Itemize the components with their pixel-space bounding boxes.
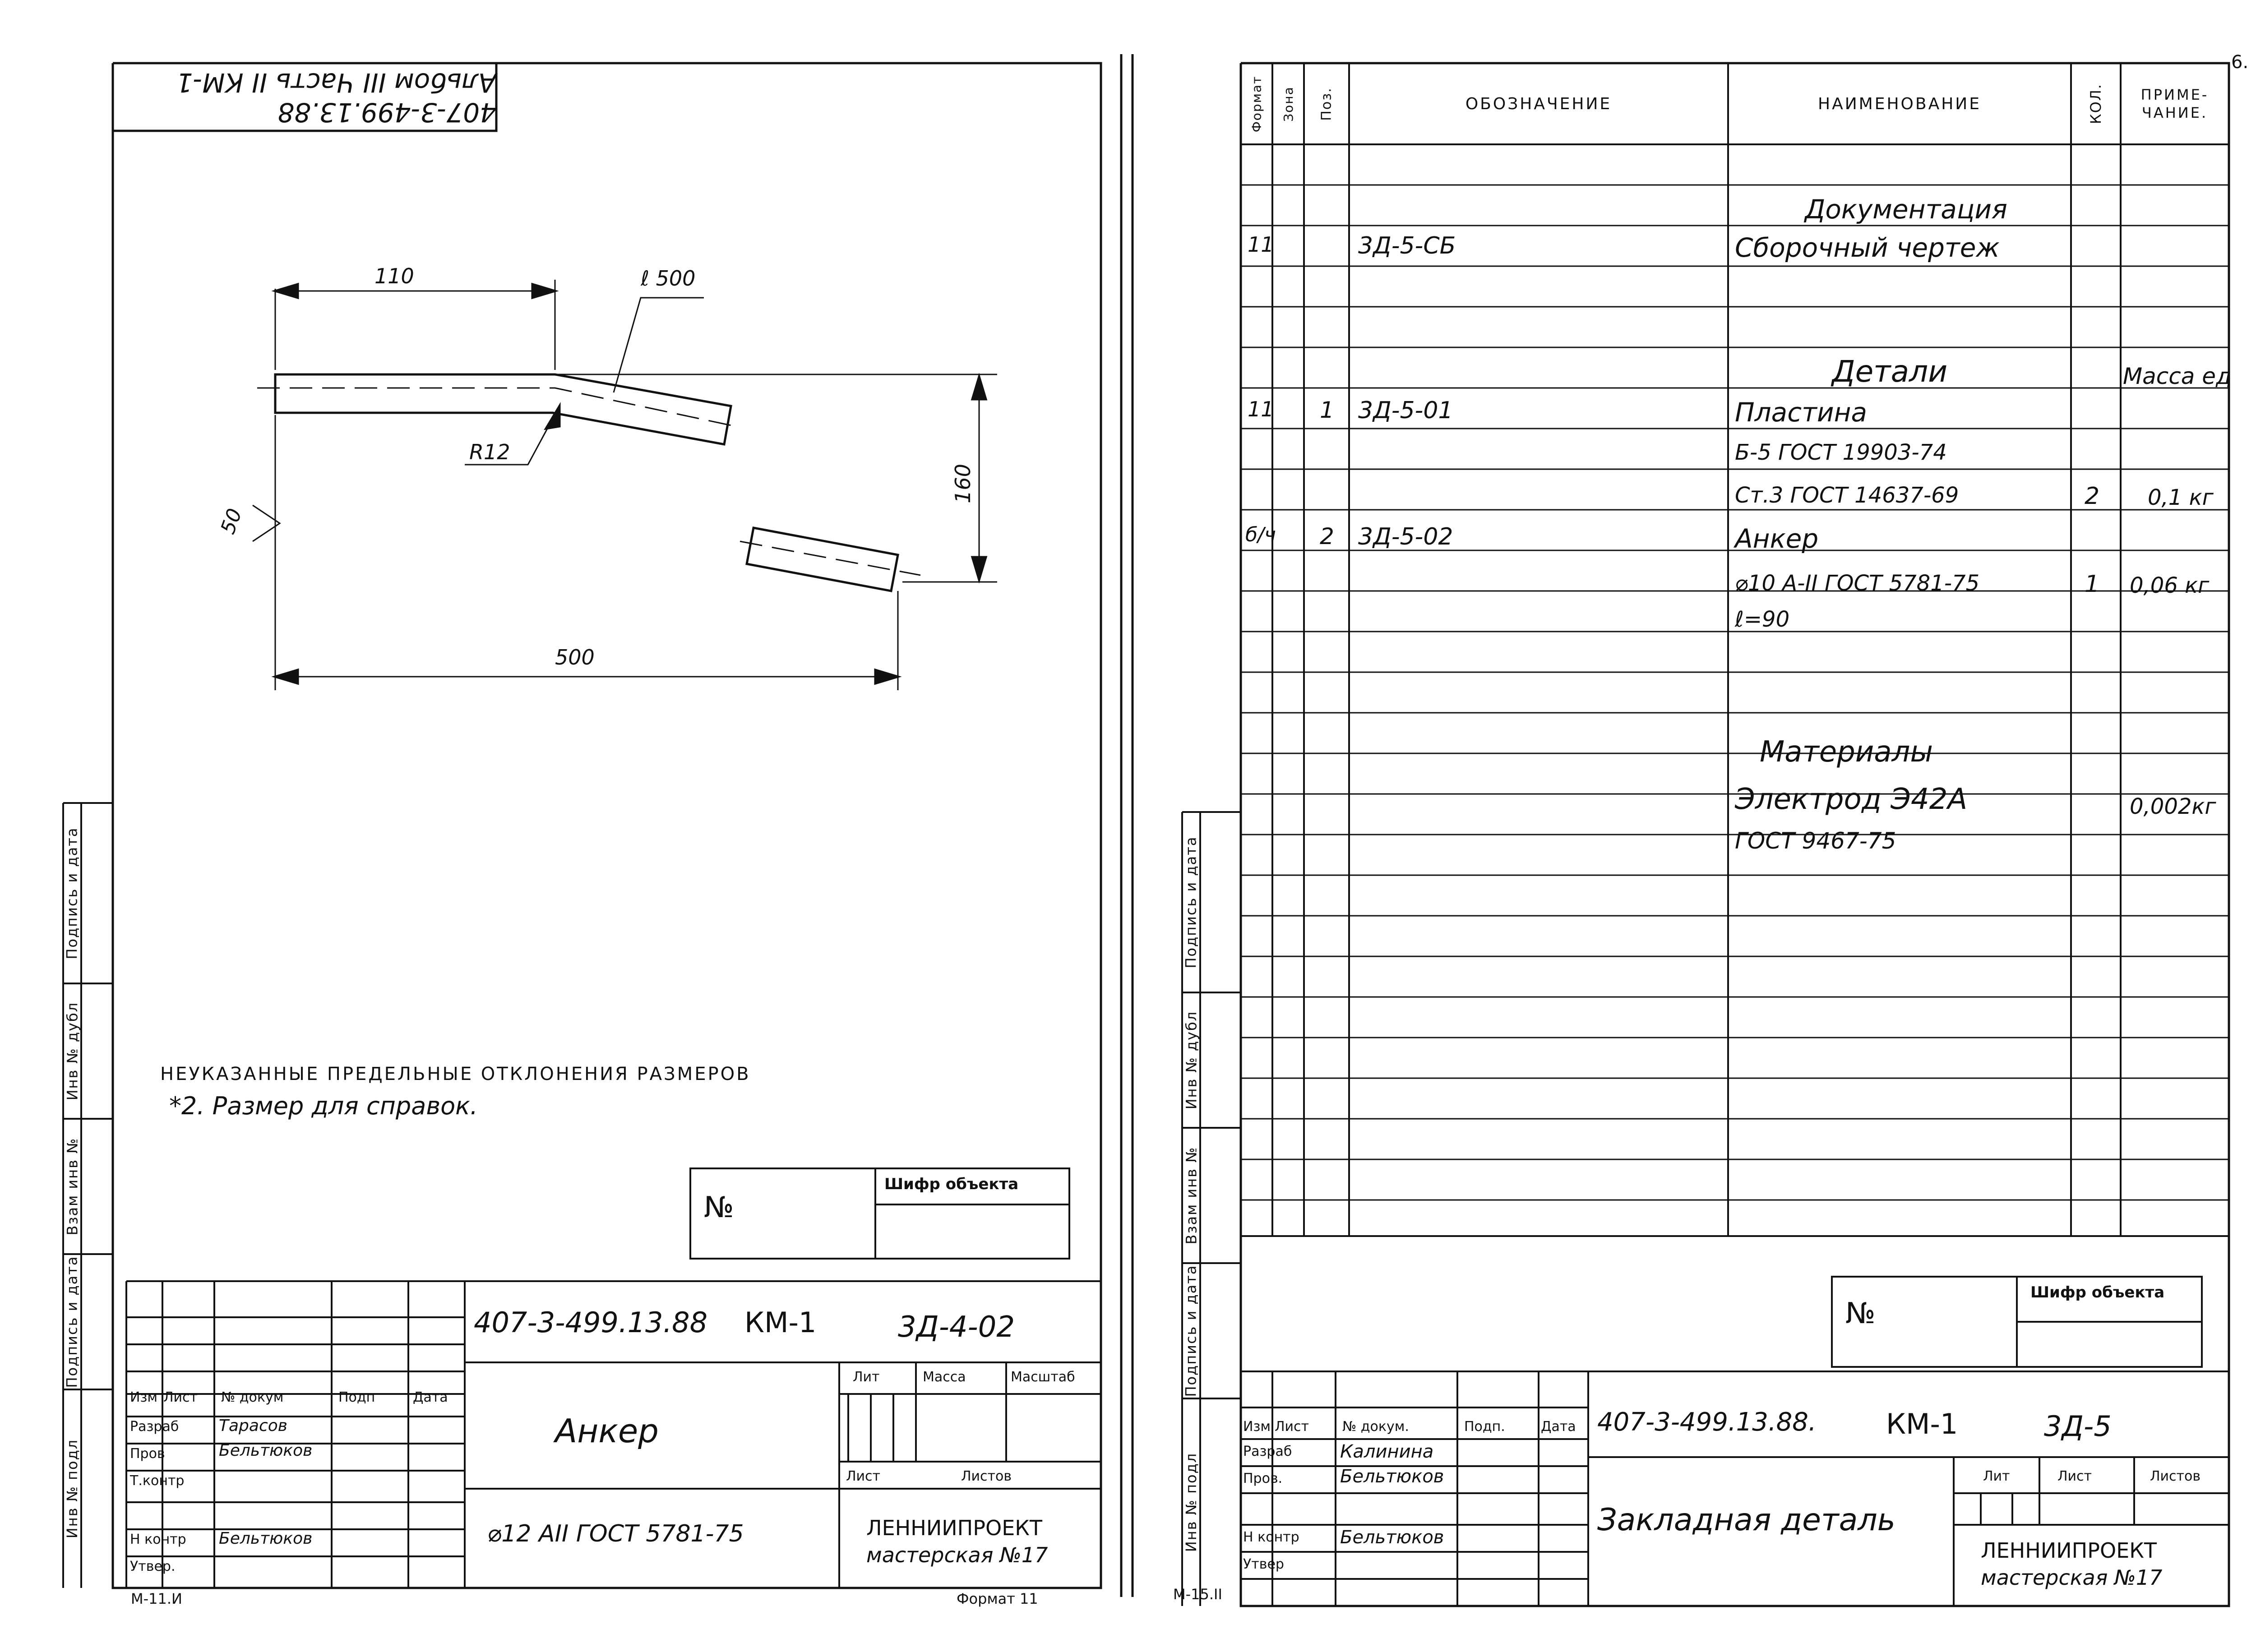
left-role-utver: Утвер. xyxy=(130,1559,176,1574)
left-mass: Масса xyxy=(923,1369,966,1385)
right-hdr-sign: Подп. xyxy=(1464,1419,1505,1435)
left-name-razrab: Тарасов xyxy=(219,1417,287,1435)
album-stamp xyxy=(117,68,496,127)
left-role-nkontr: Н контр xyxy=(130,1532,186,1547)
dim-160: 160 xyxy=(950,464,975,503)
left-role-tkontr: Т.контр xyxy=(130,1473,185,1489)
row-qty: 2 xyxy=(2085,483,2100,510)
page-number: 6. xyxy=(2231,52,2249,73)
right-sheet: Лист xyxy=(2057,1468,2092,1484)
right-doc-number: 407-3-499.13.88. xyxy=(1597,1407,1817,1437)
row-name: Пластина xyxy=(1735,397,1868,428)
right-name-razrab: Калинина xyxy=(1340,1441,1434,1462)
right-side-label-2: Инв № дубл xyxy=(1183,1011,1200,1110)
row-name: Электрод Э42А xyxy=(1735,783,1968,816)
right-side-label-5: Инв № подл xyxy=(1183,1452,1200,1552)
row-pos: 1 xyxy=(1320,397,1334,423)
left-lit: Лит xyxy=(853,1369,880,1385)
left-doc-mark: КМ-1 xyxy=(744,1306,817,1339)
dim-500: 500 xyxy=(555,645,595,669)
left-side-label-3: Взам инв № xyxy=(64,1137,81,1236)
left-name-prov: Бельтюков xyxy=(219,1441,313,1460)
row-designation: 3Д-5-СБ xyxy=(1358,232,1456,259)
left-sheet: Лист xyxy=(846,1468,881,1484)
left-code-label: Шифр объекта xyxy=(884,1175,1019,1193)
row-name: ℓ=90 xyxy=(1735,607,1790,632)
left-sheets: Листов xyxy=(961,1468,1012,1484)
row-note: Масса ед xyxy=(2123,363,2232,389)
row-designation: 3Д-5-01 xyxy=(1358,397,1453,424)
left-side-label-1: Подпись и дата xyxy=(64,827,81,960)
right-hdr-izm: Изм xyxy=(1243,1419,1271,1435)
left-side-label-2: Инв № дубл xyxy=(64,1001,81,1101)
album-stamp-number: 407-3-499.13.88 xyxy=(277,97,496,128)
row-name: Детали xyxy=(1832,354,1948,389)
row-designation: 3Д-5-02 xyxy=(1358,523,1453,550)
right-side-label-1: Подпись и дата xyxy=(1183,836,1200,969)
right-hdr-date: Дата xyxy=(1541,1419,1576,1435)
right-name-prov: Бельтюков xyxy=(1340,1466,1444,1487)
dim-angle-50: 50 xyxy=(216,505,247,537)
col-format: Формат xyxy=(1249,75,1264,132)
right-format-code: М-15.II xyxy=(1173,1586,1222,1603)
left-code-no: № xyxy=(704,1191,734,1224)
left-name-nkontr: Бельтюков xyxy=(219,1529,313,1548)
left-frame xyxy=(113,63,1101,1588)
row-pos: 2 xyxy=(1320,523,1334,549)
note-line: *2. Размер для справок. xyxy=(169,1092,478,1120)
left-hdr-sign: Подп xyxy=(338,1389,375,1405)
right-hdr-list: Лист xyxy=(1275,1419,1309,1435)
right-doc-mark: КМ-1 xyxy=(1886,1407,1958,1440)
row-name: Ст.3 ГОСТ 14637-69 xyxy=(1735,483,1959,508)
right-org-workshop: мастерская №17 xyxy=(1981,1565,2163,1590)
note-heading: НЕУКАЗАННЫЕ ПРЕДЕЛЬНЫЕ ОТКЛОНЕНИЯ РАЗМЕРОВ xyxy=(160,1064,751,1084)
col-designation: ОБОЗНАЧЕНИЕ xyxy=(1465,94,1612,113)
col-zone: Зона xyxy=(1281,86,1296,122)
dim-l500: ℓ 500 xyxy=(641,266,696,291)
right-name-nkontr: Бельтюков xyxy=(1340,1527,1444,1548)
row-name: Документация xyxy=(1805,194,2007,225)
col-name: НАИМЕНОВАНИЕ xyxy=(1818,94,1981,113)
left-role-razrab: Разраб xyxy=(130,1419,179,1435)
album-stamp-part: Альбом III Часть II КМ-1 xyxy=(176,67,496,98)
left-hdr-izm: Изм xyxy=(130,1389,158,1405)
right-lit: Лит xyxy=(1983,1468,2010,1484)
right-side-label-3: Взам инв № xyxy=(1183,1146,1200,1245)
right-sheets: Листов xyxy=(2150,1468,2201,1484)
left-format: Формат 11 xyxy=(957,1590,1038,1607)
right-code-no: № xyxy=(1845,1297,1876,1330)
row-name: ГОСТ 9467-75 xyxy=(1735,828,1896,854)
row-name: Материалы xyxy=(1760,735,1933,769)
left-side-label-4: Подпись и дата xyxy=(64,1255,81,1388)
dim-r12: R12 xyxy=(469,440,510,464)
row-format: б/ч xyxy=(1245,523,1276,546)
left-hdr-doc: № докум xyxy=(221,1389,284,1405)
col-pos: Поз. xyxy=(1318,87,1335,121)
right-doc-code: 3Д-5 xyxy=(2044,1410,2112,1443)
right-hdr-doc: № докум. xyxy=(1342,1419,1409,1435)
row-format: 11 xyxy=(1248,397,1274,421)
left-doc-number: 407-3-499.13.88 xyxy=(474,1306,708,1339)
right-code-label: Шифр объекта xyxy=(2030,1283,2165,1301)
right-side-label-4: Подпись и дата xyxy=(1183,1264,1200,1397)
row-note: 0,1 кг xyxy=(2148,485,2214,510)
left-scale: Масштаб xyxy=(1011,1369,1075,1385)
row-name: ⌀10 А-II ГОСТ 5781-75 xyxy=(1735,571,1980,596)
left-material: ⌀12 АII ГОСТ 5781-75 xyxy=(487,1520,744,1547)
left-doc-code: 3Д-4-02 xyxy=(898,1311,1015,1344)
right-title: Закладная деталь xyxy=(1597,1502,1895,1538)
right-role-razrab: Разраб xyxy=(1243,1444,1292,1459)
row-name: Сборочный чертеж xyxy=(1735,232,2000,263)
dim-110: 110 xyxy=(374,264,414,288)
left-org-name: ЛЕННИИПРОЕКТ xyxy=(866,1516,1043,1540)
col-note: ПРИМЕ-ЧАНИЕ. xyxy=(2140,86,2209,121)
left-format-code: М-11.И xyxy=(131,1590,182,1607)
left-org-workshop: мастерская №17 xyxy=(866,1543,1048,1567)
row-name: Б-5 ГОСТ 19903-74 xyxy=(1735,440,1947,465)
row-note: 0,002кг xyxy=(2130,794,2216,819)
right-role-utver: Утвер xyxy=(1243,1556,1284,1572)
row-note: 0,06 кг xyxy=(2130,573,2210,598)
right-org-name: ЛЕННИИПРОЕКТ xyxy=(1981,1538,2157,1563)
col-qty: КОЛ. xyxy=(2087,83,2104,125)
left-hdr-list: Лист xyxy=(163,1389,198,1405)
left-title: Анкер xyxy=(555,1412,659,1450)
right-role-nkontr: Н контр xyxy=(1243,1529,1299,1545)
row-format: 11 xyxy=(1248,232,1274,257)
row-name: Анкер xyxy=(1735,523,1819,554)
anchor-drawing xyxy=(253,280,997,690)
left-hdr-date: Дата xyxy=(413,1389,448,1405)
right-role-prov: Пров. xyxy=(1243,1471,1283,1486)
left-side-label-5: Инв № подл xyxy=(64,1439,81,1539)
row-qty: 1 xyxy=(2085,571,2100,598)
left-role-prov: Пров xyxy=(130,1446,165,1462)
